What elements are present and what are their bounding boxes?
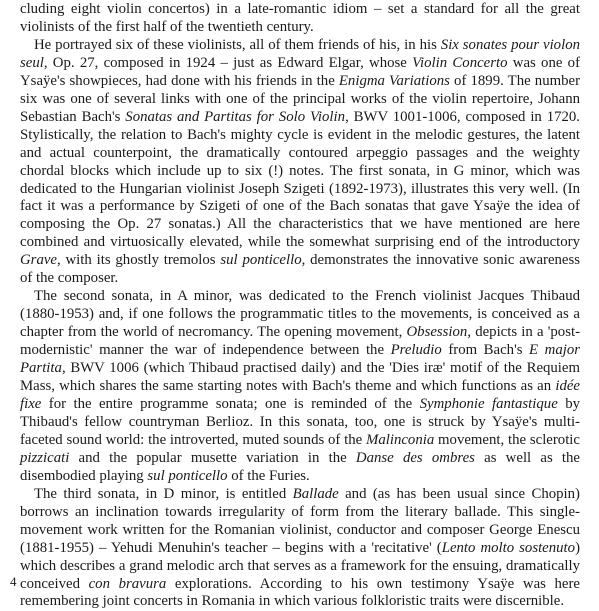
paragraph-2 bbox=[20, 37, 580, 288]
paragraph-3 bbox=[20, 288, 580, 485]
italic-text: Enigma Variations bbox=[338, 72, 450, 89]
text-run: , BWV 1006 (which Thibaud practised daily) and the 'Dies iræ' motif of the Requiem Mass, which shares the same starting notes with Bach's theme and which functions as an bbox=[20, 360, 580, 395]
italic-text: sul ponticello bbox=[147, 467, 228, 484]
italic-text: Malinconia bbox=[366, 431, 435, 448]
italic-text: Grave bbox=[20, 252, 57, 269]
text-run: , depicts in a 'post-modernistic' manner the war of independence between the bbox=[20, 324, 581, 359]
italic-text: Preludio bbox=[390, 342, 442, 359]
text-run: The third sonata, in D minor, is entitled bbox=[34, 485, 293, 502]
italic-text: con bravura bbox=[88, 575, 167, 592]
italic-text: Sonatas and Partitas for Solo Violin bbox=[125, 108, 346, 125]
text-run: for the entire programme sonata; one is reminded of the bbox=[41, 395, 420, 412]
text-run: , with its ghostly tremolos bbox=[56, 252, 221, 269]
italic-text: idée fixe bbox=[20, 378, 580, 412]
text-run: cluding eight violin concertos) in a late-romantic idiom – set a standard for all the great violinists of the first half of the twentieth century. bbox=[20, 1, 580, 35]
paragraph-4 bbox=[20, 486, 580, 611]
text-run: , demonstrates the innovative sonic awareness of the composer. bbox=[20, 252, 581, 287]
text-run: movement, the sclerotic bbox=[434, 431, 580, 448]
italic-text: Danse des ombres bbox=[355, 449, 475, 466]
text-run: The second sonata, in A minor, was dedicated to the French violinist Jacques Thibaud (1880-1953) and, if one follows the programmatic titles to the movements, is conceived as a chapter from the world of necromancy. The opening movement, bbox=[20, 288, 580, 341]
text-run: from Bach's bbox=[441, 342, 530, 359]
text-run: of the Furies. bbox=[227, 467, 310, 484]
text-run: and (as has been usual since Chopin) borrows an inclination towards irregularity of form from the literary ballade. This single-movement work written for the Romanian violinist, conductor and composer George Enescu (1881-1955) – Yehudi Menuhin's teacher – begins with a 'recitative' ( bbox=[20, 485, 580, 556]
italic-text: E major Partita bbox=[20, 342, 580, 377]
paragraph-1 bbox=[20, 1, 580, 37]
text-run: , Op. 27, composed in 1924 – just as Edward Elgar, whose bbox=[43, 54, 413, 71]
italic-text: sul ponticello bbox=[220, 252, 302, 269]
italic-text: Six sonates pour violon seul bbox=[20, 36, 580, 71]
italic-text: pizzicati bbox=[20, 449, 70, 466]
italic-text: Violin Concerto bbox=[412, 54, 508, 71]
text-run: of 1899. The number six was one of several links with one of the principal works of the violin repertoire, Johann Sebastian Bach's bbox=[20, 72, 580, 125]
text-run: ) which describes a grand melodic arch that serves as a framework for the ensuing, dramatically conceived bbox=[20, 539, 580, 592]
page-number: 4 bbox=[10, 574, 17, 589]
italic-text: Lento molto sostenuto bbox=[441, 539, 576, 556]
italic-text: Ballade bbox=[292, 485, 339, 502]
text-run: explorations. According to his own testimony Ysaÿe was here remembering joint concerts in Romania in which various folkloristic traits were discernible. bbox=[20, 575, 580, 610]
article-body bbox=[20, 1, 580, 611]
italic-text: Obsession bbox=[406, 324, 468, 341]
text-run: He portrayed six of these violinists, all of them friends of his, in his bbox=[34, 36, 441, 53]
text-run: , BWV 1001-1006, composed in 1720. Stylistically, the relation to Bach's mighty cycle is evident in the melodic gestures, the latent and actual counterpoint, the dramatically contoured arpeggio passages and the weighty chordal blocks which include up to six (!) notes. The first sonata, in G minor, which was dedicated to the Hungarian violinist Joseph Szigeti (1892-1973), illustrates this very well. (In fact it was a performance by Szigeti of one of the Bach sonatas that gave Ysaÿe the idea of composing the Op. 27 sonatas.) All the characteristics that we have mentioned are here combined and virtuosically elevated, while the somewhat surprising end of the introductory bbox=[20, 108, 580, 251]
text-run: as well as the disembodied playing bbox=[20, 449, 580, 484]
italic-text: Symphonie fantastique bbox=[419, 395, 558, 412]
text-run: by Thibaud's fellow countryman Berlioz. In this sonata, too, one is struck by Ysaÿe's multi-faceted sound world: the introverted, muted sounds of the bbox=[20, 395, 580, 448]
text-run: was one of Ysaÿe's showpieces, had done with his friends in the bbox=[20, 54, 580, 89]
text-run: and the popular musette variation in the bbox=[69, 449, 356, 466]
